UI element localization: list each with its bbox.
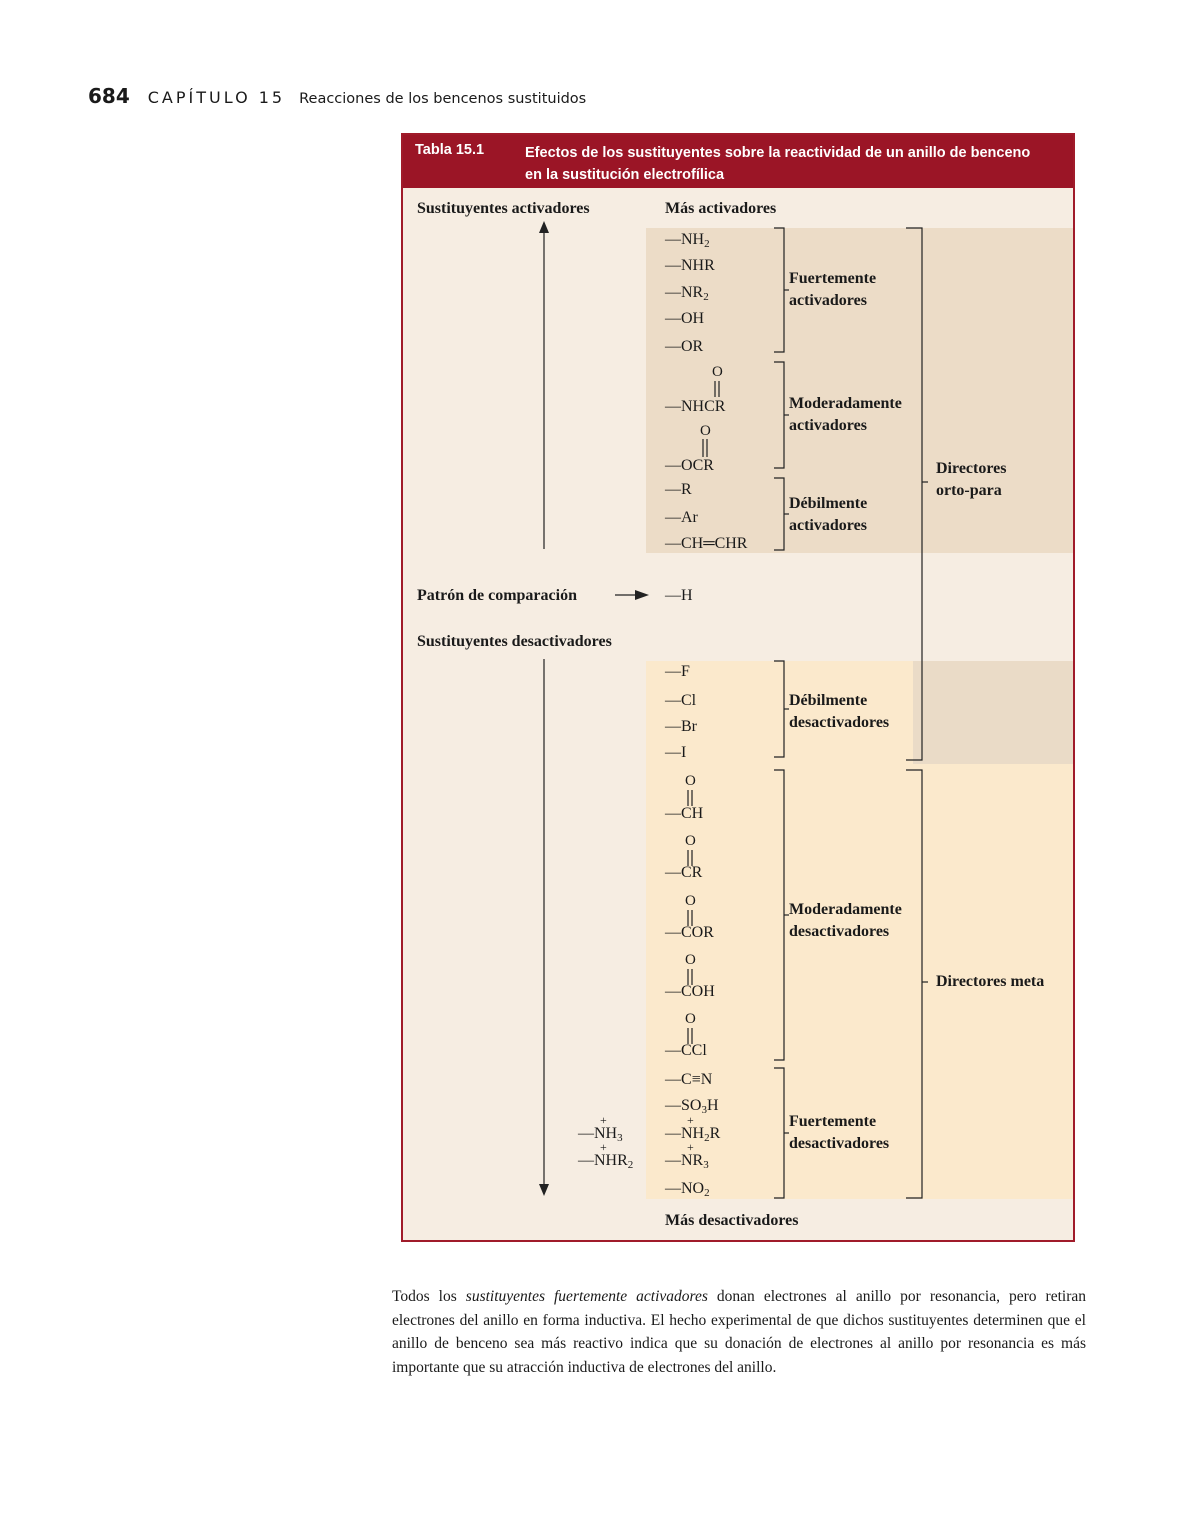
most-deactivating-label: Más desactivadores [665, 1212, 799, 1229]
group-or: —OR [665, 338, 704, 355]
group-nr2: $—NR_2$ [665, 284, 709, 303]
category-weak-deactivating: Débilmente desactivadores [789, 692, 890, 731]
group-no2: $—NO_2$ [665, 1180, 710, 1199]
cr-oxygen: O [685, 833, 696, 849]
page-number: 684 [88, 84, 130, 108]
category-strong-activating: Fuertemente activadores [789, 270, 877, 309]
group-r: —R [665, 481, 692, 498]
nr3-charge: + [687, 1140, 694, 1154]
group-oh: —OH [665, 310, 705, 327]
group-cl: —Cl [665, 692, 697, 709]
most-activating-label: Más activadores [665, 200, 777, 217]
category-moderate-activating: Moderadamente activadores [789, 395, 902, 434]
group-nh2r: $—NH_2R$ [665, 1125, 721, 1144]
category-strong-deactivating: Fuertemente desactivadores [789, 1113, 890, 1152]
body-paragraph: Todos los sustituyentes fuertemente activadores donan electrones al anillo por resonancia, pero retiran electrones del anillo en forma inductiva. El hecho experimental de que dichos sustituyentes determinen que el anillo de benceno sea más reactivo indica que su donación de electrones al anillo por resonancia es más importante que su atracción inductiva de electrones del anillo. [392, 1288, 1086, 1376]
category-moderate-deactivating: Moderadamente desactivadores [789, 901, 902, 940]
chapter-title: Reacciones de los bencenos sustituidos [299, 91, 587, 107]
table-lines [403, 135, 1075, 1242]
deactivating-heading: Sustituyentes desactivadores [417, 633, 612, 650]
ccl-oxygen: O [685, 1011, 696, 1027]
group-i: —I [665, 744, 687, 761]
group-ccl: —CCl [665, 1042, 707, 1059]
group-so3h: $—SO_3H$ [665, 1097, 719, 1116]
meta-directors: Directores meta [936, 973, 1045, 990]
group-cor: —COR [665, 924, 714, 941]
nh2r-charge: + [687, 1113, 694, 1127]
group-nhr2: $—NHR_2$ [578, 1152, 634, 1171]
comparison-group: —H [665, 587, 693, 604]
group-nhcr: —NHCR [665, 398, 726, 415]
group-br: —Br [665, 718, 697, 735]
group-cn: —C≡N [665, 1071, 713, 1088]
group-nr3: $—NR_3$ [665, 1152, 709, 1171]
comparison-label: Patrón de comparación [417, 587, 577, 604]
coh-oxygen: O [685, 952, 696, 968]
activating-heading: Sustituyentes activadores [417, 200, 590, 217]
running-header [88, 84, 586, 108]
table-15-1 [401, 133, 1075, 1242]
ch-oxygen: O [685, 773, 696, 789]
group-f: —F [665, 663, 690, 680]
nhcr-oxygen: O [712, 364, 723, 380]
chapter-label: CAPÍTULO 15 [147, 88, 286, 107]
group-cr: —CR [665, 864, 703, 881]
cor-oxygen: O [685, 893, 696, 909]
group-ch: —CH [665, 805, 704, 822]
ortho-para-directors: Directores orto-para [936, 460, 1007, 499]
nhr2-charge: + [600, 1140, 607, 1154]
group-nh2: $—NH_2$ [665, 231, 710, 250]
nh3-charge: + [600, 1113, 607, 1127]
group-ar: —Ar [665, 509, 698, 526]
group-nh3: $—NH_3$ [578, 1125, 623, 1144]
group-ch-chr: —CH═CHR [665, 535, 748, 552]
group-ocr: —OCR [665, 457, 714, 474]
group-coh: —COH [665, 983, 715, 1000]
table-label: Tabla 15.1 [415, 142, 485, 158]
group-nhr: —NHR [665, 257, 715, 274]
table-caption: Efectos de los sustituyentes sobre la reactividad de un anillo de benceno en la sustitución electrofílica [525, 145, 1031, 183]
ocr-oxygen: O [700, 423, 711, 439]
category-weak-activating: Débilmente activadores [789, 495, 868, 534]
